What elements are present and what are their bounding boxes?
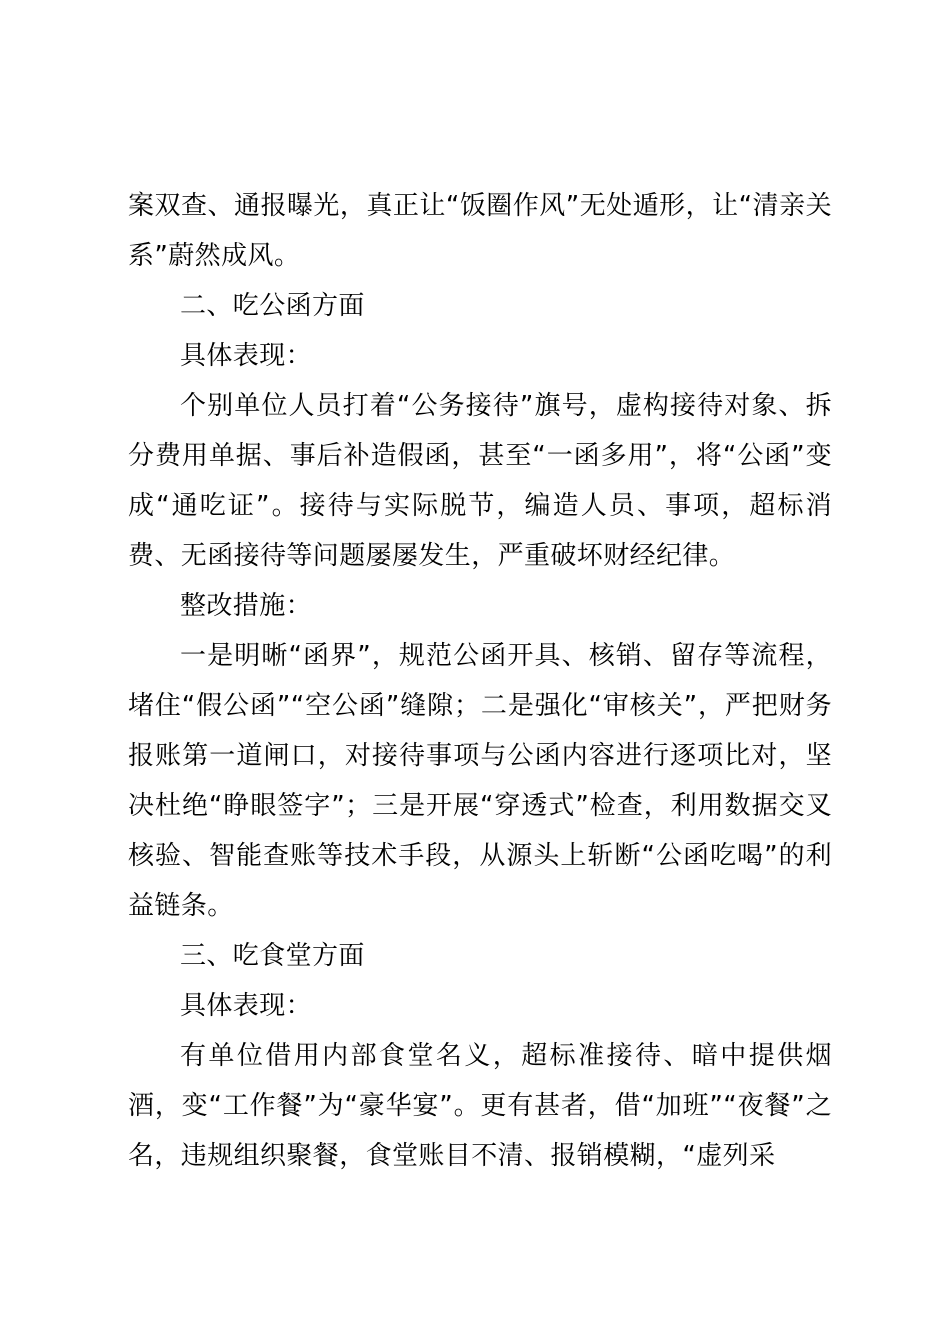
subheading-manifestations: 具体表现： <box>180 341 313 371</box>
section-heading-official-letters: 二、吃公函方面 <box>180 291 365 321</box>
subheading-manifestations-canteen: 具体表现： <box>180 991 313 1021</box>
document-body <box>128 181 832 1181</box>
section-heading-canteen: 三、吃食堂方面 <box>180 941 365 971</box>
paragraph-manifestations-canteen: 有单位借用内部食堂名义，超标准接待、暗中提供烟酒，变“工作餐”为“豪华宴”。更有甚者，借“加班”“夜餐”之名，违规组织聚餐，食堂账目不清、报销模糊，“虚列采 <box>128 1041 832 1171</box>
paragraph-manifestations-letters: 个别单位人员打着“公务接待”旗号，虚构接待对象、拆分费用单据、事后补造假函，甚至“一函多用”，将“公函”变成“通吃证”。接待与实际脱节，编造人员、事项，超标消费、无函接待等问题屡屡发生，严重破坏财经纪律。 <box>128 391 832 571</box>
paragraph-rectification-letters: 一是明晰“函界”，规范公函开具、核销、留存等流程，堵住“假公函”“空公函”缝隙；二是强化“审核关”，严把财务报账第一道闸口，对接待事项与公函内容进行逐项比对，坚决杜绝“睁眼签字”；三是开展“穿透式”检查，利用数据交叉核验、智能查账等技术手段，从源头上斩断“公函吃喝”的利益链条。 <box>128 641 832 921</box>
subheading-rectification: 整改措施： <box>180 591 313 621</box>
paragraph-continuation: 案双查、通报曝光，真正让“饭圈作风”无处遁形，让“清亲关系”蔚然成风。 <box>128 191 832 271</box>
